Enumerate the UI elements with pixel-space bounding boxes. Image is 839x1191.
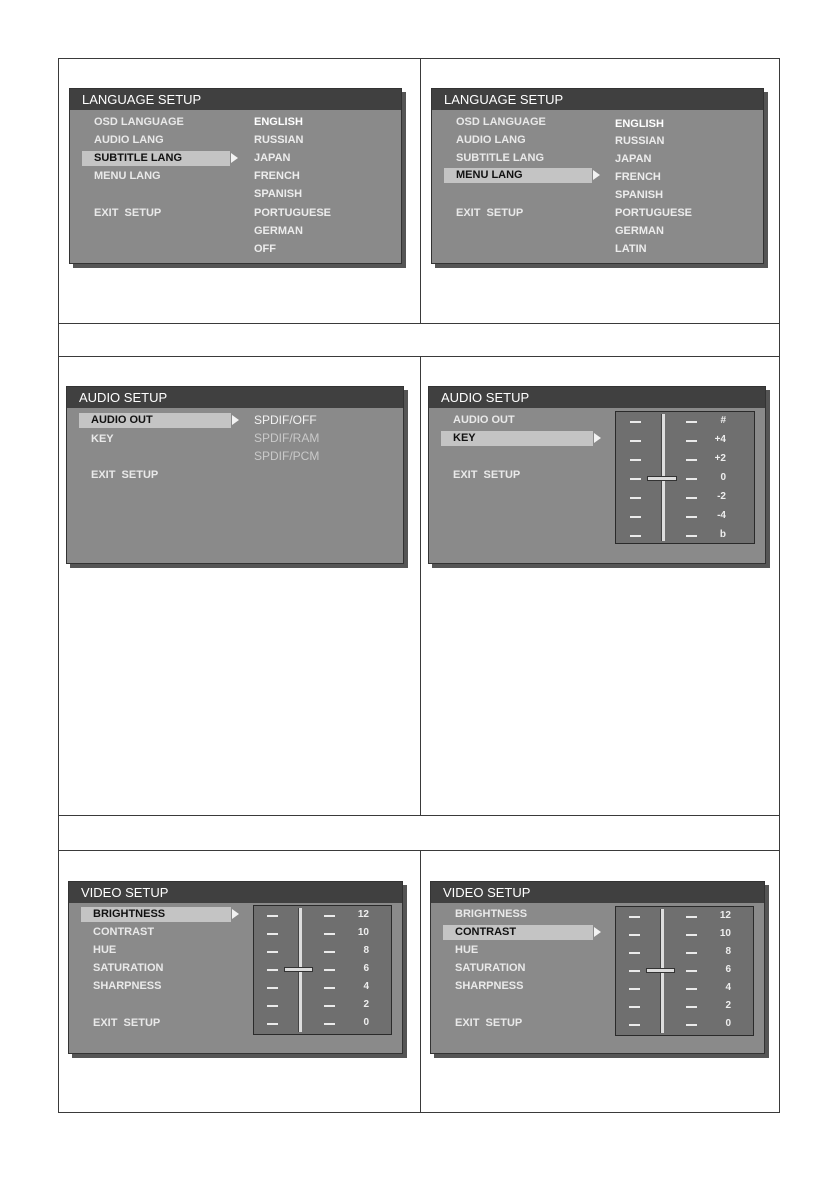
option[interactable]: SPANISH [254, 188, 303, 200]
menu-item-audio-out[interactable]: AUDIO OUT [453, 414, 515, 426]
tick [630, 459, 641, 461]
tick [686, 934, 697, 936]
menu-item-saturation[interactable]: SATURATION [93, 962, 164, 974]
menu-item-contrast[interactable]: CONTRAST [93, 926, 155, 938]
tick [629, 952, 640, 954]
tick [686, 1024, 697, 1026]
video-setup-brightness-menu [68, 881, 403, 1054]
tick [686, 916, 697, 918]
scale-label: b [719, 529, 726, 540]
menu-item-brightness[interactable]: BRIGHTNESS [93, 908, 166, 920]
menu-item-menu-lang[interactable]: MENU LANG [456, 169, 523, 181]
tick [324, 933, 335, 935]
tick [324, 987, 335, 989]
tick [629, 970, 640, 972]
tick [686, 988, 697, 990]
menu-title: AUDIO SETUP [429, 387, 765, 408]
exit-setup[interactable]: EXIT SETUP [455, 1017, 523, 1029]
tick [686, 459, 697, 461]
menu-item-brightness[interactable]: BRIGHTNESS [455, 908, 528, 920]
option[interactable]: JAPAN [615, 153, 652, 165]
menu-item-key[interactable]: KEY [453, 432, 476, 444]
tick [686, 970, 697, 972]
tick [267, 1005, 278, 1007]
tick [324, 1005, 335, 1007]
tick [267, 969, 278, 971]
language-setup-menu-lang-menu [431, 88, 764, 264]
exit-setup[interactable]: EXIT SETUP [91, 469, 159, 481]
tick [267, 915, 278, 917]
video-setup-contrast-menu [430, 881, 765, 1054]
divider [59, 850, 779, 851]
tick [686, 497, 697, 499]
arrow-right-icon [232, 909, 239, 919]
menu-item-audio-lang[interactable]: AUDIO LANG [456, 134, 526, 146]
exit-setup[interactable]: EXIT SETUP [456, 207, 524, 219]
option[interactable]: RUSSIAN [615, 135, 665, 147]
menu-title: LANGUAGE SETUP [432, 89, 763, 110]
audio-setup-out-menu [66, 386, 404, 564]
menu-item-hue[interactable]: HUE [455, 944, 479, 956]
option[interactable]: FRENCH [615, 171, 661, 183]
scale-label: 6 [725, 964, 731, 975]
option[interactable]: PORTUGUESE [254, 207, 332, 219]
scale-label: # [720, 415, 726, 426]
divider [420, 356, 421, 815]
menu-item-saturation[interactable]: SATURATION [455, 962, 526, 974]
scale-label: 0 [363, 1017, 369, 1028]
scale-label: 8 [725, 946, 731, 957]
scale-label: +2 [714, 453, 726, 464]
menu-item-sharpness[interactable]: SHARPNESS [455, 980, 524, 992]
tick [630, 421, 641, 423]
audio-setup-key-menu [428, 386, 766, 564]
option[interactable]: SPDIF/RAM [254, 431, 320, 445]
arrow-right-icon [232, 415, 239, 425]
tick [324, 1023, 335, 1025]
scale-label: 2 [363, 999, 369, 1010]
tick [630, 535, 641, 537]
tick [630, 497, 641, 499]
exit-setup[interactable]: EXIT SETUP [453, 469, 521, 481]
option[interactable]: LATIN [615, 243, 647, 255]
scale-label: 4 [725, 982, 731, 993]
option[interactable]: SPANISH [615, 189, 664, 201]
menu-item-key[interactable]: KEY [91, 433, 114, 445]
exit-setup[interactable]: EXIT SETUP [94, 207, 162, 219]
divider [59, 323, 779, 324]
tick [629, 1024, 640, 1026]
tick [686, 516, 697, 518]
exit-setup[interactable]: EXIT SETUP [93, 1017, 161, 1029]
option[interactable]: FRENCH [254, 170, 300, 182]
tick [324, 915, 335, 917]
divider [59, 815, 779, 816]
tick [686, 440, 697, 442]
tick [629, 988, 640, 990]
tick [629, 1006, 640, 1008]
menu-item-audio-lang[interactable]: AUDIO LANG [94, 134, 164, 146]
tick [324, 969, 335, 971]
scale-label: 6 [363, 963, 369, 974]
scale-label: 0 [720, 472, 726, 483]
tick [686, 1006, 697, 1008]
scale-label: 0 [725, 1018, 731, 1029]
tick [686, 952, 697, 954]
scale-label: 10 [357, 927, 369, 938]
menu-item-hue[interactable]: HUE [93, 944, 117, 956]
option[interactable]: SPDIF/OFF [254, 413, 317, 427]
tick [686, 478, 697, 480]
scale-label: -2 [717, 491, 726, 502]
tick [629, 916, 640, 918]
tick [267, 951, 278, 953]
scale-label: 8 [363, 945, 369, 956]
menu-title: VIDEO SETUP [69, 882, 402, 903]
option[interactable]: OFF [254, 243, 276, 255]
menu-title: VIDEO SETUP [431, 882, 764, 903]
scale-label: 10 [719, 928, 731, 939]
option[interactable]: SPDIF/PCM [254, 449, 320, 463]
divider [420, 850, 421, 1113]
slider-knob[interactable] [647, 476, 677, 481]
option[interactable]: RUSSIAN [254, 134, 304, 146]
arrow-right-icon [593, 170, 600, 180]
option[interactable]: JAPAN [254, 152, 291, 164]
tick [267, 987, 278, 989]
contrast-slider[interactable] [615, 906, 754, 1036]
option[interactable]: ENGLISH [615, 118, 664, 130]
menu-item-audio-out[interactable]: AUDIO OUT [91, 414, 153, 426]
slider-knob[interactable] [646, 968, 675, 973]
tick [267, 933, 278, 935]
slider-knob[interactable] [284, 967, 313, 972]
arrow-right-icon [594, 433, 601, 443]
arrow-right-icon [231, 153, 238, 163]
menu-title: LANGUAGE SETUP [70, 89, 401, 110]
menu-item-menu-lang[interactable]: MENU LANG [94, 170, 161, 182]
tick [267, 1023, 278, 1025]
tick [630, 478, 641, 480]
tick [686, 421, 697, 423]
tick [629, 934, 640, 936]
option[interactable]: GERMAN [254, 225, 303, 237]
scale-label: 4 [363, 981, 369, 992]
scale-label: -4 [717, 510, 726, 521]
menu-item-sharpness[interactable]: SHARPNESS [93, 980, 162, 992]
menu-item-subtitle-lang[interactable]: SUBTITLE LANG [94, 152, 182, 164]
option[interactable]: ENGLISH [254, 116, 303, 128]
divider [59, 356, 779, 357]
option[interactable]: GERMAN [615, 225, 664, 237]
option[interactable]: PORTUGUESE [615, 207, 693, 219]
brightness-slider[interactable] [253, 905, 392, 1035]
key-slider[interactable] [615, 411, 755, 544]
menu-item-contrast[interactable]: CONTRAST [455, 926, 517, 938]
menu-item-subtitle-lang[interactable]: SUBTITLE LANG [456, 152, 544, 164]
tick [630, 516, 641, 518]
menu-item-osd-language[interactable]: OSD LANGUAGE [456, 116, 546, 128]
menu-title: AUDIO SETUP [67, 387, 403, 408]
scale-label: 12 [719, 910, 731, 921]
tick [686, 535, 697, 537]
menu-item-osd-language[interactable]: OSD LANGUAGE [94, 116, 184, 128]
tick [324, 951, 335, 953]
arrow-right-icon [594, 927, 601, 937]
scale-label: 12 [357, 909, 369, 920]
divider [420, 59, 421, 323]
scale-label: +4 [714, 434, 726, 445]
scale-label: 2 [725, 1000, 731, 1011]
tick [630, 440, 641, 442]
language-setup-subtitle-menu [69, 88, 402, 264]
